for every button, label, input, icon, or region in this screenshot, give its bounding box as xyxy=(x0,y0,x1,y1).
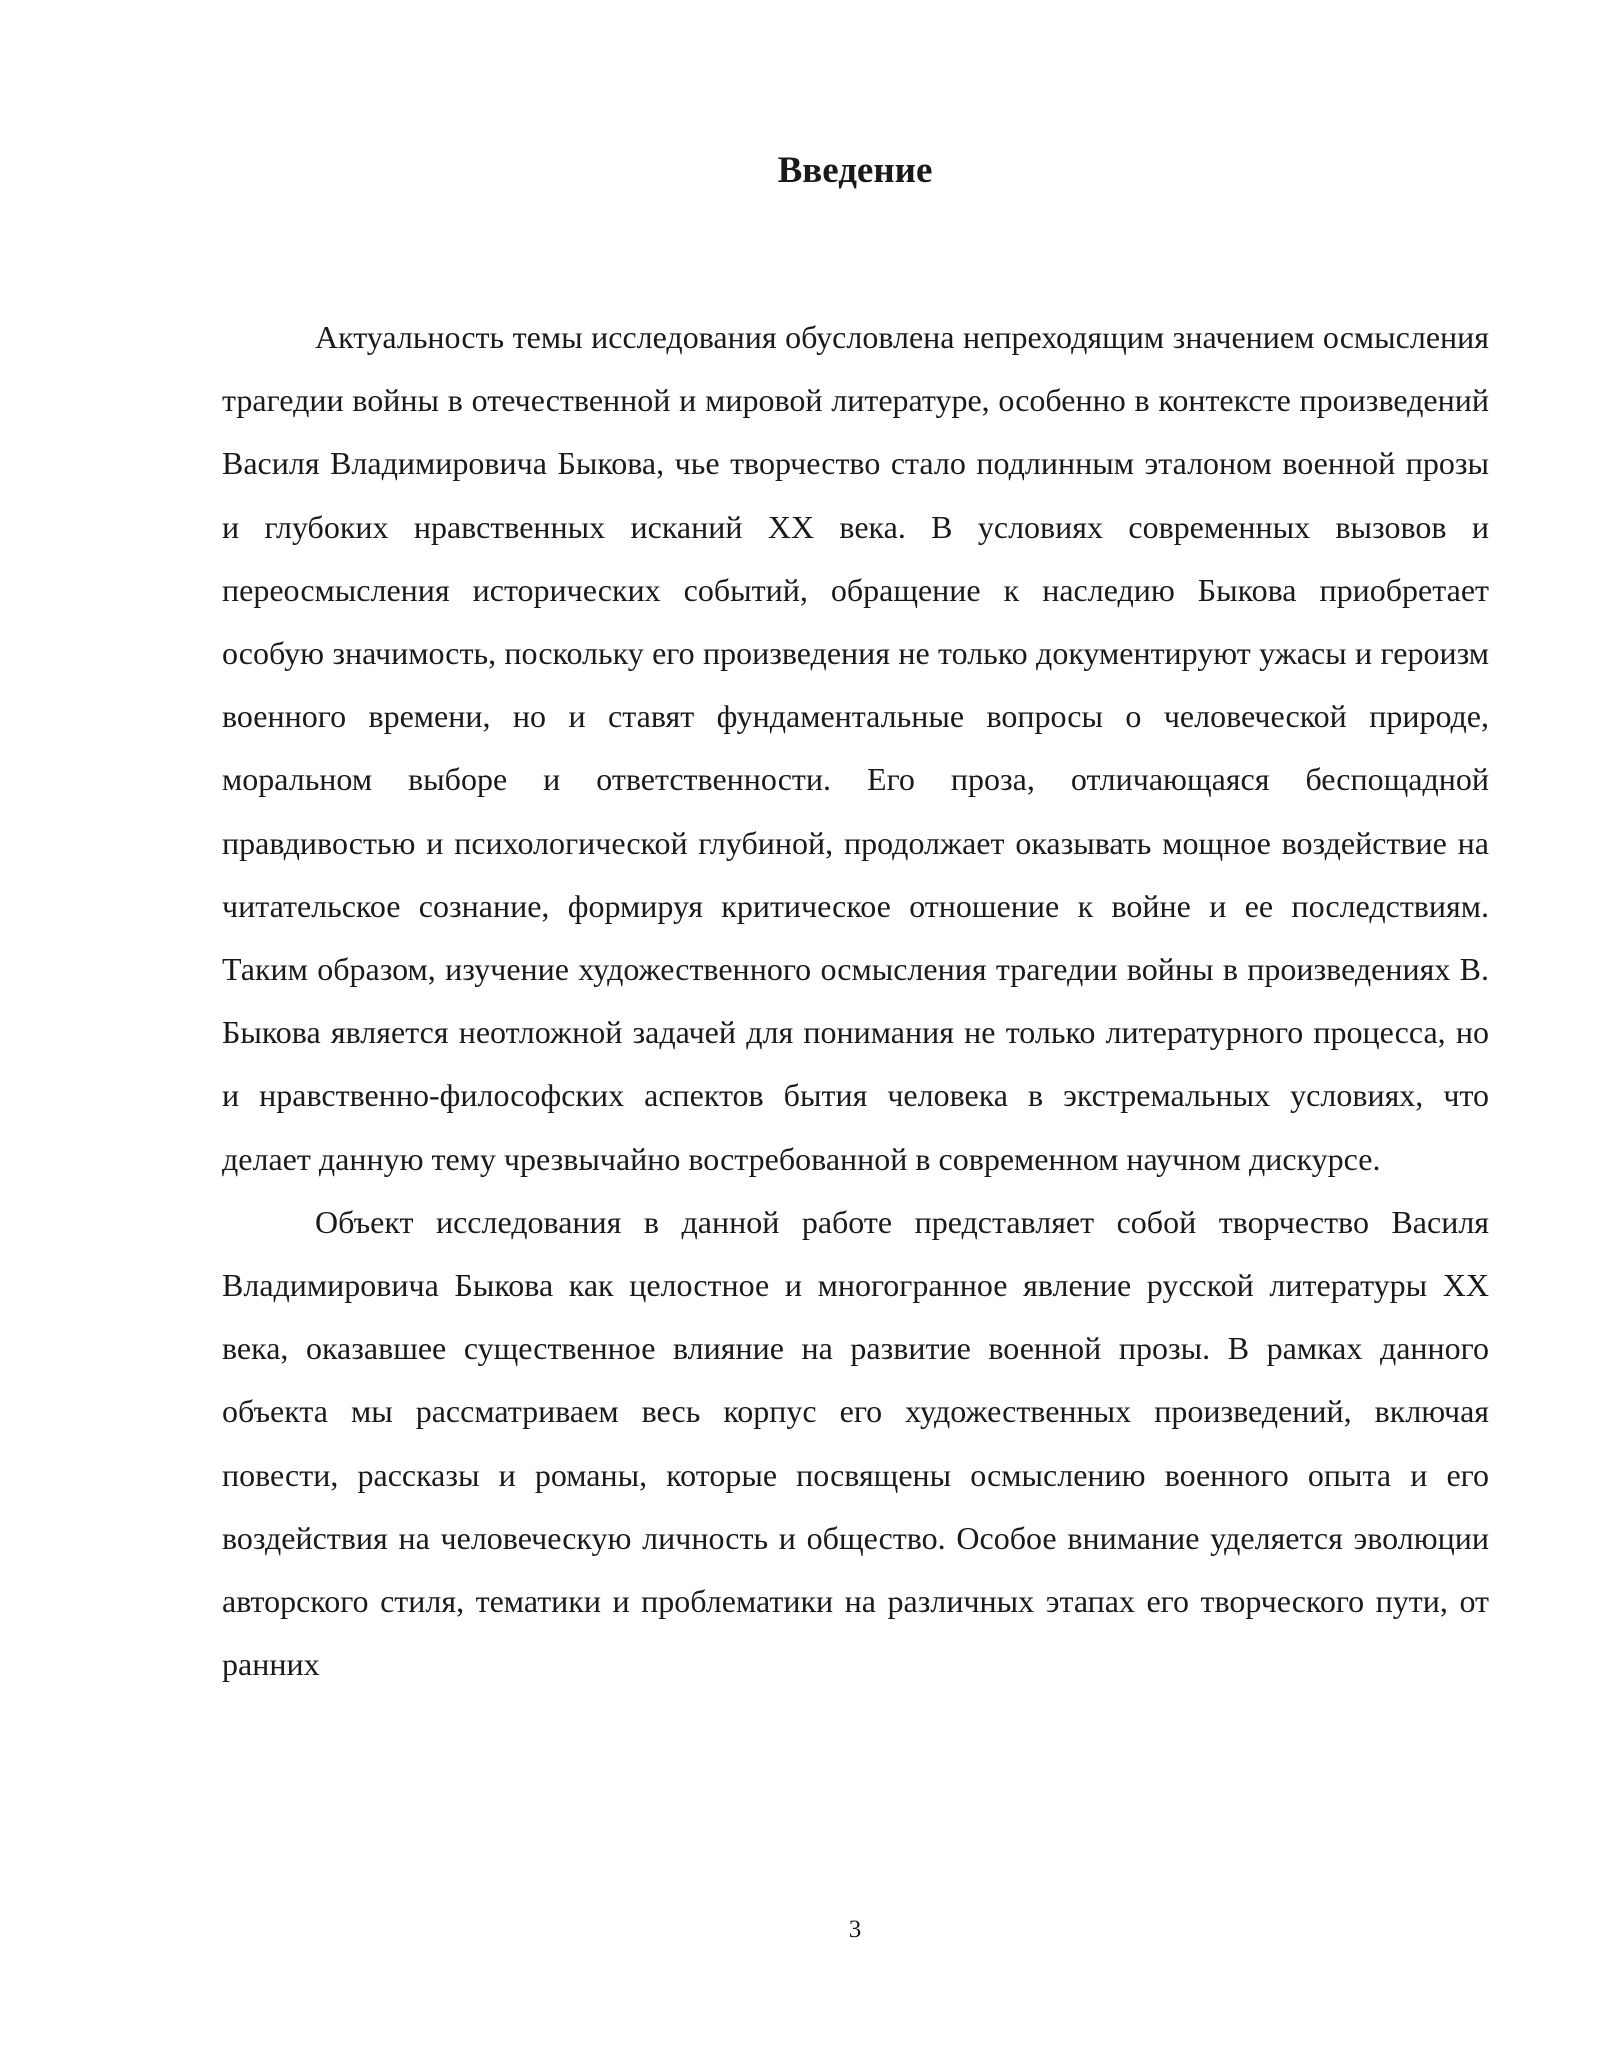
section-title: Введение xyxy=(777,150,933,191)
page-number: 3 xyxy=(848,1916,862,1943)
paragraph-object: Объект исследования в данной работе представляет собой творчество Василя Владимировича Быкова как целостное и многогранное явление русской литературы XX века, оказавшее существенное влияние на развитие военной прозы. В рамках данного объекта мы рассматриваем весь корпус его художественных произведений, включая повести, рассказы и романы, которые посвящены осмыслению военного опыта и его воздействия на человеческую личность и общество. Особое внимание уделяется эволюции авторского стиля, тематики и проблематики на различных этапах его творческого пути, от ранних xyxy=(222,1203,1489,1683)
paragraph-relevance: Актуальность темы исследования обусловлена непреходящим значением осмысления трагедии войны в отечественной и мировой литературе, особенно в контексте произведений Василя Владимировича Быкова, чье творчество стало подлинным эталоном военной прозы и глубоких нравственных исканий XX века. В условиях современных вызовов и переосмысления исторических событий, обращение к наследию Быкова приобретает особую значимость, поскольку его произведения не только документируют ужасы и героизм военного времени, но и ставят фундаментальные вопросы о человеческой природе, моральном выборе и ответственности. Его проза, отличающаяся беспощадной правдивостью и психологической глубиной, продолжает оказывать мощное воздействие на читательское сознание, формируя критическое отношение к войне и ее последствиям. Таким образом, изучение художественного осмысления трагедии войны в произведениях В. Быкова является неотложной задачей для понимания не только литературного процесса, но и нравственно-философских аспектов бытия человека в экстремальных условиях, что делает данную тему чрезвычайно востребованной в современном научном дискурсе. xyxy=(222,319,1489,1177)
body-text xyxy=(222,306,1489,1696)
